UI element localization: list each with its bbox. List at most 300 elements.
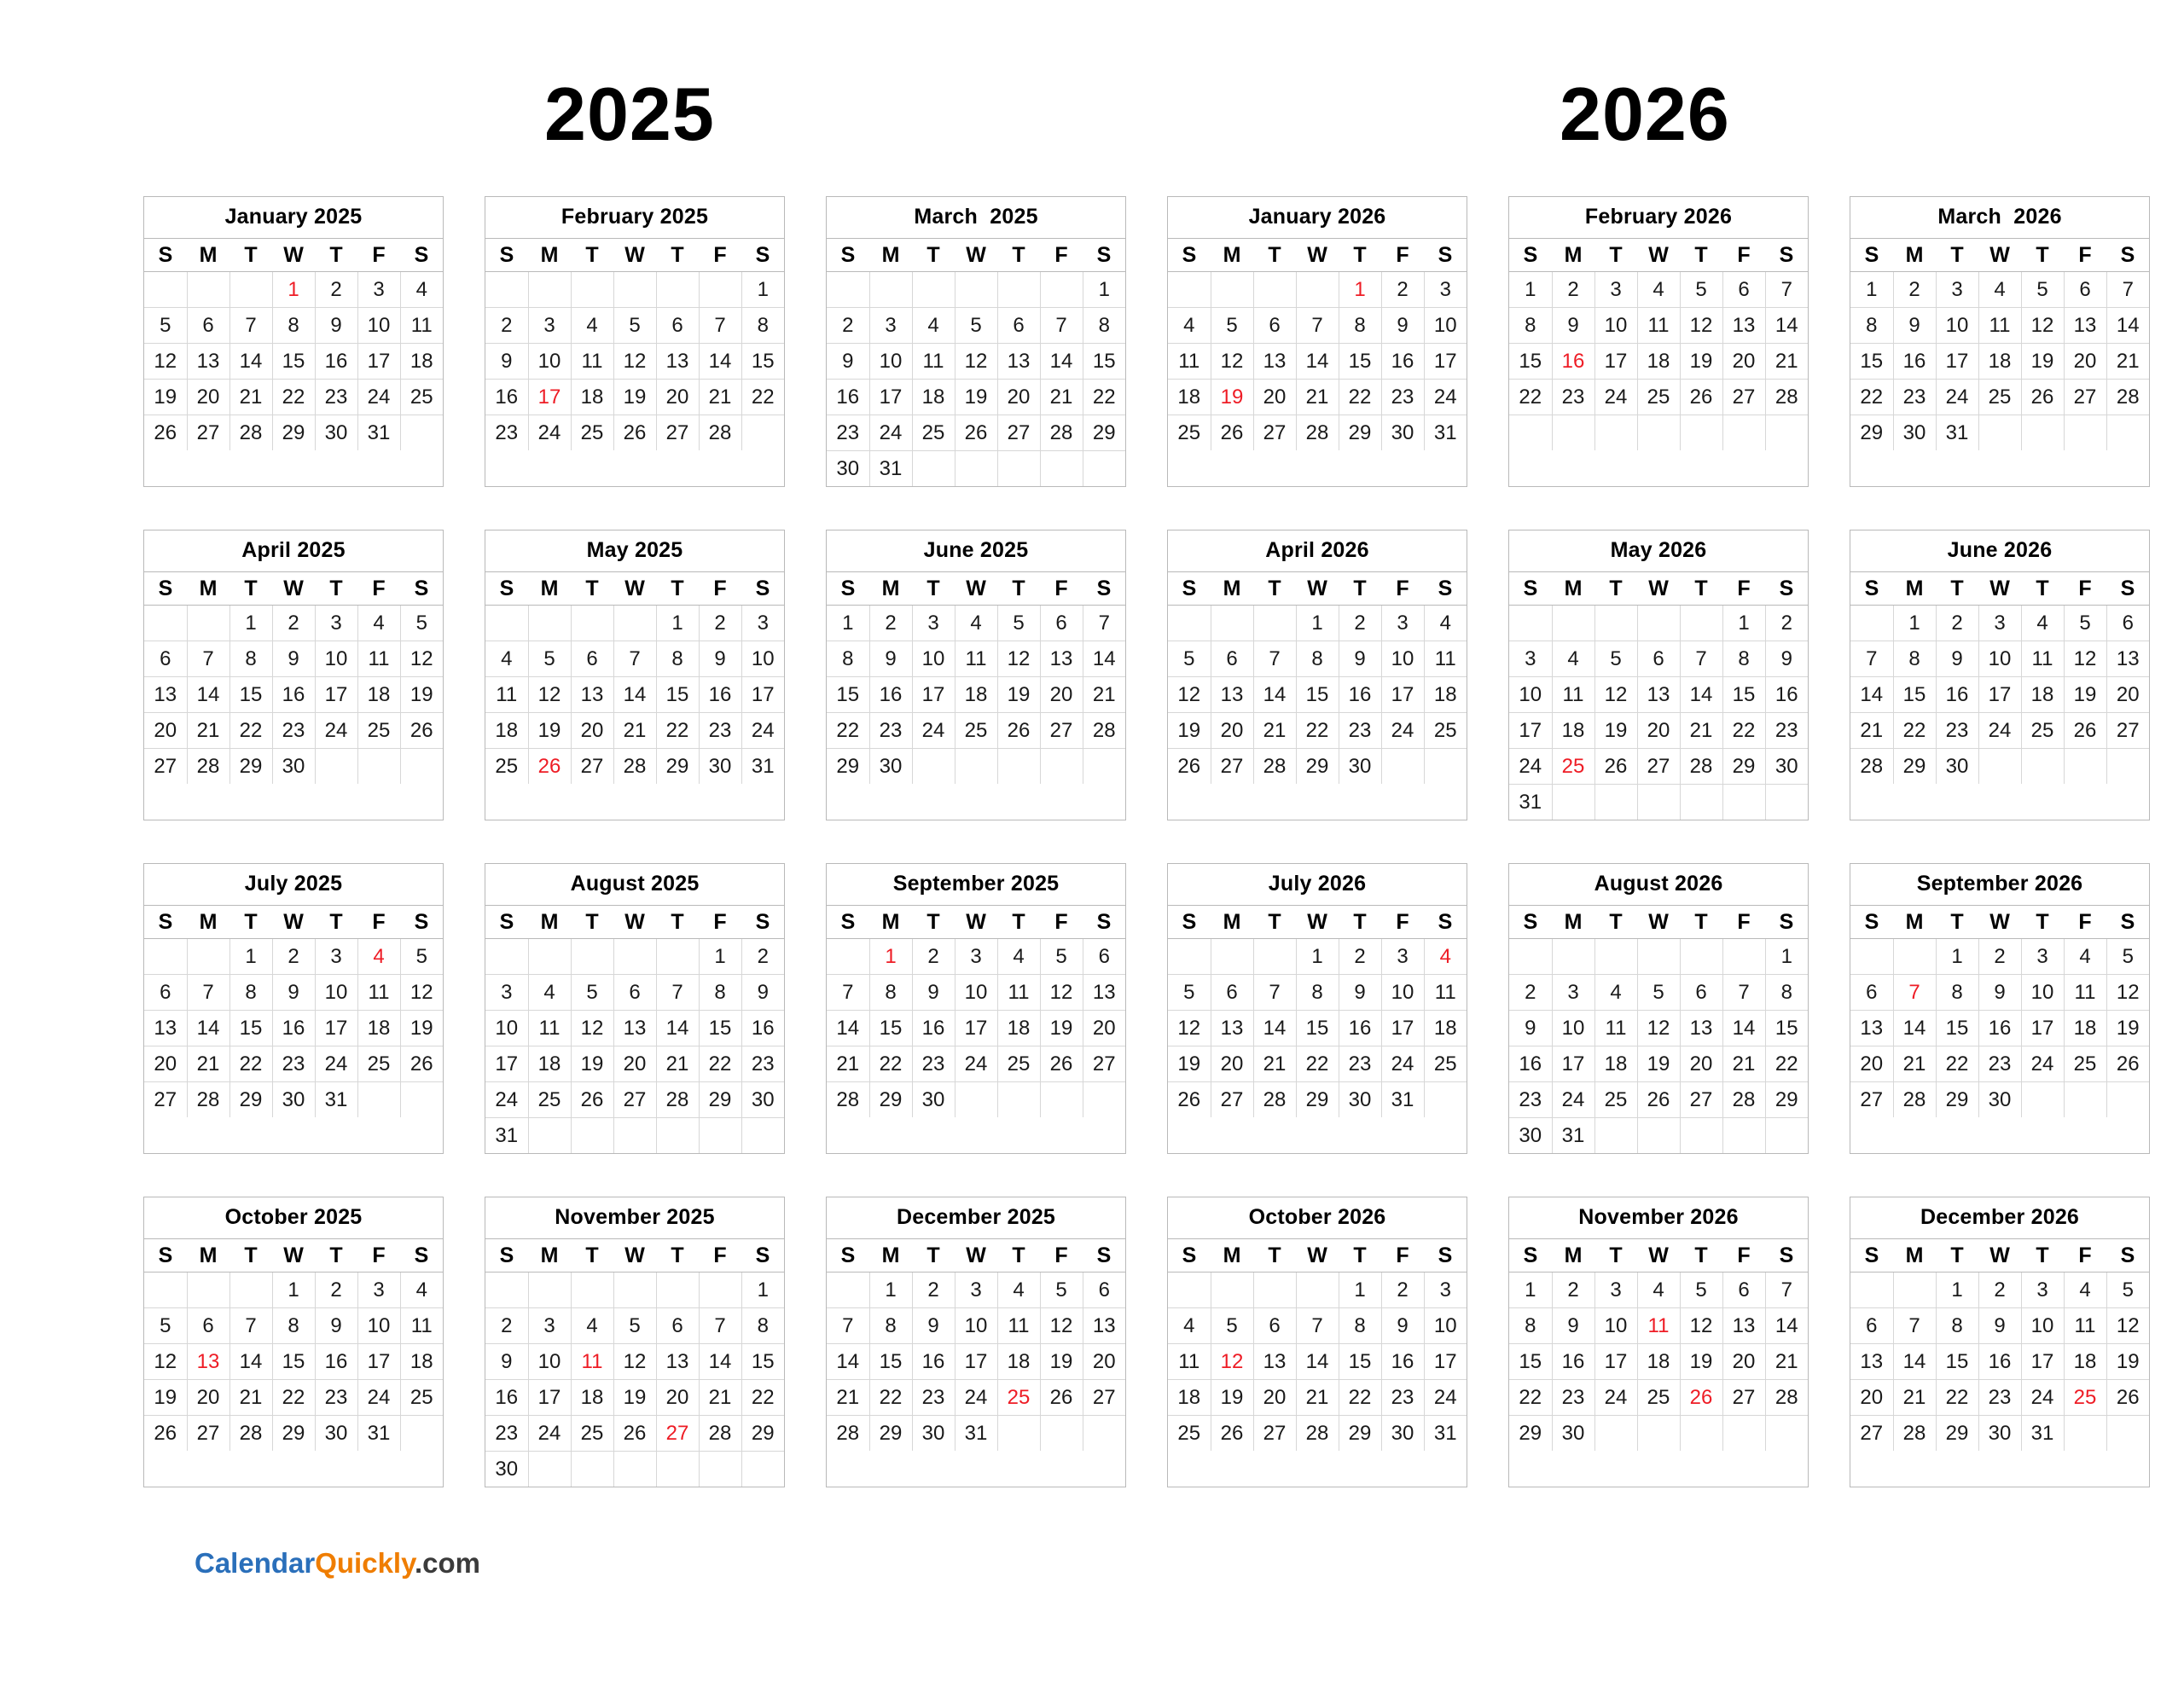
day-cell[interactable]: 5 xyxy=(571,975,613,1011)
day-cell[interactable]: 4 xyxy=(1168,308,1211,344)
day-cell[interactable]: 5 xyxy=(400,606,443,641)
day-cell[interactable]: 26 xyxy=(1680,380,1722,415)
day-cell[interactable]: 8 xyxy=(741,308,784,344)
day-cell[interactable]: 23 xyxy=(869,713,912,749)
day-cell[interactable]: 30 xyxy=(272,1082,315,1118)
day-cell[interactable]: 4 xyxy=(2064,1272,2106,1308)
day-cell[interactable]: 4 xyxy=(1978,272,2021,308)
day-cell[interactable]: 10 xyxy=(315,975,357,1011)
day-cell[interactable]: 19 xyxy=(613,1380,656,1416)
day-cell[interactable]: 2 xyxy=(869,606,912,641)
day-cell[interactable]: 10 xyxy=(1978,641,2021,677)
day-cell[interactable]: 20 xyxy=(1253,1380,1296,1416)
day-cell[interactable]: 14 xyxy=(187,1011,229,1046)
day-cell[interactable]: 29 xyxy=(827,749,869,785)
day-cell[interactable]: 27 xyxy=(1637,749,1680,785)
day-cell[interactable]: 14 xyxy=(827,1011,869,1046)
day-cell[interactable]: 23 xyxy=(741,1046,784,1082)
day-cell[interactable]: 3 xyxy=(528,1308,571,1344)
day-cell[interactable]: 5 xyxy=(1168,975,1211,1011)
day-cell[interactable]: 18 xyxy=(528,1046,571,1082)
day-cell[interactable]: 24 xyxy=(1594,380,1637,415)
day-cell[interactable]: 21 xyxy=(827,1380,869,1416)
day-cell-holiday[interactable]: 1 xyxy=(1339,272,1381,308)
day-cell[interactable]: 25 xyxy=(485,749,528,785)
day-cell[interactable]: 15 xyxy=(869,1011,912,1046)
day-cell[interactable]: 22 xyxy=(1083,380,1125,415)
day-cell[interactable]: 31 xyxy=(485,1118,528,1154)
day-cell[interactable]: 2 xyxy=(1893,272,1936,308)
day-cell[interactable]: 28 xyxy=(699,1416,741,1452)
day-cell[interactable]: 27 xyxy=(1253,415,1296,451)
day-cell[interactable]: 24 xyxy=(528,415,571,451)
day-cell[interactable]: 9 xyxy=(272,641,315,677)
day-cell[interactable]: 5 xyxy=(1040,939,1083,975)
day-cell[interactable]: 31 xyxy=(1552,1118,1594,1154)
day-cell[interactable]: 26 xyxy=(144,1416,187,1452)
day-cell[interactable]: 18 xyxy=(571,380,613,415)
day-cell[interactable]: 21 xyxy=(1893,1380,1936,1416)
day-cell[interactable]: 27 xyxy=(1083,1046,1125,1082)
day-cell[interactable]: 15 xyxy=(229,1011,272,1046)
day-cell[interactable]: 3 xyxy=(1381,606,1424,641)
day-cell[interactable]: 16 xyxy=(1339,1011,1381,1046)
day-cell[interactable]: 3 xyxy=(315,606,357,641)
day-cell[interactable]: 18 xyxy=(571,1380,613,1416)
day-cell[interactable]: 1 xyxy=(656,606,699,641)
day-cell[interactable]: 14 xyxy=(656,1011,699,1046)
day-cell[interactable]: 14 xyxy=(1680,677,1722,713)
day-cell[interactable]: 16 xyxy=(1936,677,1978,713)
day-cell[interactable]: 17 xyxy=(1381,1011,1424,1046)
day-cell[interactable]: 8 xyxy=(272,1308,315,1344)
day-cell[interactable]: 20 xyxy=(1083,1344,1125,1380)
day-cell[interactable]: 2 xyxy=(1936,606,1978,641)
day-cell[interactable]: 10 xyxy=(528,344,571,380)
day-cell[interactable]: 16 xyxy=(272,1011,315,1046)
day-cell[interactable]: 2 xyxy=(485,308,528,344)
day-cell[interactable]: 26 xyxy=(613,1416,656,1452)
day-cell[interactable]: 24 xyxy=(741,713,784,749)
day-cell[interactable]: 10 xyxy=(955,1308,997,1344)
day-cell[interactable]: 1 xyxy=(229,939,272,975)
day-cell[interactable]: 7 xyxy=(1040,308,1083,344)
day-cell[interactable]: 12 xyxy=(528,677,571,713)
day-cell[interactable]: 31 xyxy=(357,415,400,451)
day-cell[interactable]: 10 xyxy=(1509,677,1552,713)
day-cell[interactable]: 11 xyxy=(400,1308,443,1344)
day-cell[interactable]: 31 xyxy=(357,1416,400,1452)
day-cell[interactable]: 19 xyxy=(1168,713,1211,749)
day-cell[interactable]: 13 xyxy=(2106,641,2149,677)
day-cell[interactable]: 22 xyxy=(229,713,272,749)
day-cell[interactable]: 1 xyxy=(827,606,869,641)
day-cell[interactable]: 11 xyxy=(2021,641,2064,677)
day-cell[interactable]: 7 xyxy=(656,975,699,1011)
day-cell[interactable]: 6 xyxy=(144,975,187,1011)
day-cell[interactable]: 19 xyxy=(400,677,443,713)
day-cell[interactable]: 5 xyxy=(2106,939,2149,975)
day-cell[interactable]: 15 xyxy=(1339,344,1381,380)
day-cell[interactable]: 30 xyxy=(912,1416,955,1452)
day-cell[interactable]: 3 xyxy=(357,1272,400,1308)
day-cell[interactable]: 3 xyxy=(955,939,997,975)
day-cell[interactable]: 29 xyxy=(1936,1416,1978,1452)
day-cell[interactable]: 7 xyxy=(187,975,229,1011)
day-cell[interactable]: 19 xyxy=(613,380,656,415)
day-cell[interactable]: 7 xyxy=(1680,641,1722,677)
day-cell[interactable]: 18 xyxy=(1424,1011,1467,1046)
day-cell[interactable]: 1 xyxy=(741,1272,784,1308)
day-cell-holiday[interactable]: 26 xyxy=(1680,1380,1722,1416)
day-cell[interactable]: 17 xyxy=(1594,344,1637,380)
day-cell[interactable]: 29 xyxy=(699,1082,741,1118)
day-cell[interactable]: 17 xyxy=(2021,1344,2064,1380)
day-cell[interactable]: 30 xyxy=(699,749,741,785)
day-cell[interactable]: 3 xyxy=(1978,606,2021,641)
day-cell[interactable]: 28 xyxy=(1765,1380,1808,1416)
day-cell[interactable]: 21 xyxy=(613,713,656,749)
day-cell[interactable]: 18 xyxy=(2021,677,2064,713)
day-cell[interactable]: 26 xyxy=(2106,1046,2149,1082)
day-cell[interactable]: 2 xyxy=(1381,1272,1424,1308)
day-cell[interactable]: 20 xyxy=(1850,1380,1893,1416)
day-cell[interactable]: 4 xyxy=(1637,1272,1680,1308)
day-cell[interactable]: 14 xyxy=(1893,1344,1936,1380)
day-cell[interactable]: 3 xyxy=(357,272,400,308)
day-cell[interactable]: 18 xyxy=(955,677,997,713)
day-cell[interactable]: 6 xyxy=(1253,308,1296,344)
day-cell[interactable]: 3 xyxy=(1552,975,1594,1011)
day-cell[interactable]: 12 xyxy=(1211,344,1253,380)
day-cell[interactable]: 16 xyxy=(912,1344,955,1380)
day-cell[interactable]: 14 xyxy=(1296,344,1339,380)
day-cell[interactable]: 14 xyxy=(1893,1011,1936,1046)
day-cell[interactable]: 28 xyxy=(827,1416,869,1452)
day-cell[interactable]: 26 xyxy=(1040,1046,1083,1082)
day-cell[interactable]: 18 xyxy=(997,1011,1040,1046)
day-cell[interactable]: 10 xyxy=(315,641,357,677)
day-cell[interactable]: 24 xyxy=(485,1082,528,1118)
day-cell[interactable]: 25 xyxy=(2064,1046,2106,1082)
day-cell[interactable]: 3 xyxy=(1509,641,1552,677)
day-cell[interactable]: 22 xyxy=(1765,1046,1808,1082)
day-cell[interactable]: 13 xyxy=(1211,677,1253,713)
day-cell[interactable]: 3 xyxy=(485,975,528,1011)
day-cell[interactable]: 11 xyxy=(2064,1308,2106,1344)
day-cell[interactable]: 30 xyxy=(741,1082,784,1118)
day-cell[interactable]: 8 xyxy=(1936,975,1978,1011)
day-cell[interactable]: 26 xyxy=(144,415,187,451)
day-cell[interactable]: 26 xyxy=(2064,713,2106,749)
day-cell[interactable]: 13 xyxy=(1253,1344,1296,1380)
day-cell[interactable]: 17 xyxy=(741,677,784,713)
day-cell[interactable]: 22 xyxy=(1339,380,1381,415)
day-cell[interactable]: 20 xyxy=(1722,1344,1765,1380)
day-cell-holiday[interactable]: 4 xyxy=(357,939,400,975)
day-cell[interactable]: 23 xyxy=(272,713,315,749)
day-cell[interactable]: 20 xyxy=(1722,344,1765,380)
day-cell[interactable]: 22 xyxy=(1893,713,1936,749)
day-cell[interactable]: 21 xyxy=(1253,713,1296,749)
day-cell[interactable]: 18 xyxy=(1637,344,1680,380)
day-cell[interactable]: 20 xyxy=(1253,380,1296,415)
day-cell[interactable]: 8 xyxy=(827,641,869,677)
day-cell[interactable]: 6 xyxy=(144,641,187,677)
day-cell[interactable]: 24 xyxy=(528,1416,571,1452)
day-cell[interactable]: 4 xyxy=(912,308,955,344)
day-cell[interactable]: 25 xyxy=(571,1416,613,1452)
day-cell[interactable]: 29 xyxy=(869,1082,912,1118)
day-cell-holiday[interactable]: 25 xyxy=(2064,1380,2106,1416)
day-cell[interactable]: 8 xyxy=(1296,975,1339,1011)
day-cell[interactable]: 28 xyxy=(187,749,229,785)
day-cell[interactable]: 21 xyxy=(1040,380,1083,415)
day-cell[interactable]: 2 xyxy=(1552,1272,1594,1308)
day-cell[interactable]: 4 xyxy=(357,606,400,641)
day-cell[interactable]: 9 xyxy=(1978,1308,2021,1344)
day-cell[interactable]: 20 xyxy=(2064,344,2106,380)
day-cell[interactable]: 10 xyxy=(1424,308,1467,344)
day-cell[interactable]: 21 xyxy=(1083,677,1125,713)
day-cell[interactable]: 7 xyxy=(1083,606,1125,641)
day-cell[interactable]: 7 xyxy=(1296,1308,1339,1344)
day-cell[interactable]: 2 xyxy=(1509,975,1552,1011)
day-cell[interactable]: 8 xyxy=(869,1308,912,1344)
day-cell[interactable]: 30 xyxy=(1893,415,1936,451)
day-cell-holiday[interactable]: 12 xyxy=(1211,1344,1253,1380)
day-cell[interactable]: 30 xyxy=(1978,1416,2021,1452)
day-cell[interactable]: 25 xyxy=(1594,1082,1637,1118)
day-cell[interactable]: 29 xyxy=(1296,1082,1339,1118)
day-cell[interactable]: 8 xyxy=(1936,1308,1978,1344)
day-cell[interactable]: 17 xyxy=(1936,344,1978,380)
day-cell[interactable]: 16 xyxy=(1339,677,1381,713)
day-cell[interactable]: 14 xyxy=(1722,1011,1765,1046)
day-cell[interactable]: 14 xyxy=(229,1344,272,1380)
day-cell[interactable]: 19 xyxy=(1040,1011,1083,1046)
day-cell[interactable]: 3 xyxy=(1381,939,1424,975)
day-cell[interactable]: 5 xyxy=(1637,975,1680,1011)
day-cell[interactable]: 29 xyxy=(1339,415,1381,451)
day-cell[interactable]: 22 xyxy=(1509,1380,1552,1416)
day-cell[interactable]: 5 xyxy=(144,308,187,344)
day-cell[interactable]: 21 xyxy=(1765,1344,1808,1380)
day-cell[interactable]: 2 xyxy=(1381,272,1424,308)
day-cell[interactable]: 24 xyxy=(869,415,912,451)
day-cell[interactable]: 16 xyxy=(827,380,869,415)
day-cell[interactable]: 2 xyxy=(1978,1272,2021,1308)
day-cell[interactable]: 14 xyxy=(613,677,656,713)
day-cell[interactable]: 24 xyxy=(955,1046,997,1082)
day-cell[interactable]: 10 xyxy=(528,1344,571,1380)
day-cell[interactable]: 25 xyxy=(400,380,443,415)
day-cell[interactable]: 16 xyxy=(741,1011,784,1046)
day-cell[interactable]: 30 xyxy=(1381,415,1424,451)
day-cell[interactable]: 29 xyxy=(1722,749,1765,785)
day-cell[interactable]: 7 xyxy=(827,975,869,1011)
day-cell[interactable]: 4 xyxy=(1424,606,1467,641)
day-cell[interactable]: 15 xyxy=(1296,677,1339,713)
day-cell[interactable]: 21 xyxy=(1765,344,1808,380)
day-cell[interactable]: 18 xyxy=(485,713,528,749)
day-cell[interactable]: 22 xyxy=(869,1380,912,1416)
day-cell[interactable]: 30 xyxy=(1978,1082,2021,1118)
day-cell[interactable]: 12 xyxy=(2106,1308,2149,1344)
day-cell[interactable]: 1 xyxy=(1893,606,1936,641)
day-cell[interactable]: 27 xyxy=(187,415,229,451)
day-cell[interactable]: 2 xyxy=(485,1308,528,1344)
day-cell[interactable]: 11 xyxy=(1424,975,1467,1011)
day-cell[interactable]: 28 xyxy=(229,1416,272,1452)
day-cell[interactable]: 15 xyxy=(699,1011,741,1046)
day-cell[interactable]: 18 xyxy=(357,677,400,713)
day-cell[interactable]: 29 xyxy=(741,1416,784,1452)
day-cell[interactable]: 2 xyxy=(827,308,869,344)
day-cell[interactable]: 11 xyxy=(1424,641,1467,677)
day-cell[interactable]: 25 xyxy=(1168,415,1211,451)
day-cell[interactable]: 19 xyxy=(2021,344,2064,380)
day-cell[interactable]: 13 xyxy=(144,677,187,713)
day-cell[interactable]: 9 xyxy=(741,975,784,1011)
day-cell[interactable]: 13 xyxy=(1253,344,1296,380)
day-cell[interactable]: 19 xyxy=(1680,1344,1722,1380)
day-cell[interactable]: 6 xyxy=(1083,1272,1125,1308)
day-cell[interactable]: 26 xyxy=(613,415,656,451)
day-cell[interactable]: 2 xyxy=(1339,606,1381,641)
day-cell[interactable]: 28 xyxy=(1765,380,1808,415)
day-cell[interactable]: 1 xyxy=(1083,272,1125,308)
day-cell[interactable]: 23 xyxy=(485,1416,528,1452)
day-cell[interactable]: 3 xyxy=(1424,272,1467,308)
day-cell[interactable]: 12 xyxy=(400,975,443,1011)
day-cell[interactable]: 17 xyxy=(1424,344,1467,380)
day-cell-holiday[interactable]: 13 xyxy=(187,1344,229,1380)
day-cell[interactable]: 4 xyxy=(1168,1308,1211,1344)
day-cell[interactable]: 29 xyxy=(1339,1416,1381,1452)
day-cell[interactable]: 20 xyxy=(1850,1046,1893,1082)
day-cell[interactable]: 9 xyxy=(1381,1308,1424,1344)
day-cell[interactable]: 13 xyxy=(571,677,613,713)
day-cell[interactable]: 7 xyxy=(1722,975,1765,1011)
day-cell[interactable]: 10 xyxy=(2021,975,2064,1011)
day-cell[interactable]: 26 xyxy=(1637,1082,1680,1118)
day-cell-holiday[interactable]: 16 xyxy=(1552,344,1594,380)
day-cell[interactable]: 4 xyxy=(2064,939,2106,975)
day-cell[interactable]: 5 xyxy=(1211,1308,1253,1344)
day-cell[interactable]: 16 xyxy=(912,1011,955,1046)
day-cell[interactable]: 4 xyxy=(1594,975,1637,1011)
day-cell[interactable]: 28 xyxy=(1893,1082,1936,1118)
day-cell[interactable]: 7 xyxy=(1253,975,1296,1011)
day-cell[interactable]: 16 xyxy=(1381,344,1424,380)
day-cell[interactable]: 5 xyxy=(1168,641,1211,677)
day-cell[interactable]: 13 xyxy=(1211,1011,1253,1046)
day-cell[interactable]: 26 xyxy=(1211,415,1253,451)
day-cell[interactable]: 14 xyxy=(827,1344,869,1380)
day-cell[interactable]: 14 xyxy=(699,344,741,380)
day-cell[interactable]: 29 xyxy=(272,1416,315,1452)
day-cell[interactable]: 15 xyxy=(656,677,699,713)
day-cell[interactable]: 6 xyxy=(1637,641,1680,677)
day-cell[interactable]: 10 xyxy=(955,975,997,1011)
day-cell[interactable]: 10 xyxy=(1594,1308,1637,1344)
day-cell-holiday[interactable]: 4 xyxy=(1424,939,1467,975)
day-cell[interactable]: 9 xyxy=(869,641,912,677)
day-cell[interactable]: 19 xyxy=(1211,1380,1253,1416)
day-cell[interactable]: 23 xyxy=(315,1380,357,1416)
day-cell[interactable]: 1 xyxy=(1936,1272,1978,1308)
day-cell[interactable]: 30 xyxy=(1936,749,1978,785)
day-cell[interactable]: 23 xyxy=(485,415,528,451)
day-cell[interactable]: 7 xyxy=(613,641,656,677)
day-cell[interactable]: 6 xyxy=(2064,272,2106,308)
day-cell[interactable]: 8 xyxy=(1339,1308,1381,1344)
day-cell[interactable]: 28 xyxy=(613,749,656,785)
day-cell[interactable]: 1 xyxy=(229,606,272,641)
day-cell[interactable]: 4 xyxy=(485,641,528,677)
day-cell[interactable]: 25 xyxy=(912,415,955,451)
day-cell[interactable]: 21 xyxy=(1253,1046,1296,1082)
day-cell[interactable]: 19 xyxy=(1594,713,1637,749)
day-cell[interactable]: 11 xyxy=(571,344,613,380)
day-cell[interactable]: 21 xyxy=(1893,1046,1936,1082)
day-cell[interactable]: 12 xyxy=(2021,308,2064,344)
day-cell[interactable]: 28 xyxy=(1296,415,1339,451)
day-cell[interactable]: 28 xyxy=(1893,1416,1936,1452)
day-cell[interactable]: 30 xyxy=(1509,1118,1552,1154)
day-cell[interactable]: 25 xyxy=(400,1380,443,1416)
day-cell[interactable]: 8 xyxy=(1509,1308,1552,1344)
day-cell[interactable]: 22 xyxy=(699,1046,741,1082)
day-cell[interactable]: 17 xyxy=(357,1344,400,1380)
day-cell[interactable]: 26 xyxy=(400,1046,443,1082)
day-cell[interactable]: 18 xyxy=(1978,344,2021,380)
day-cell[interactable]: 23 xyxy=(827,415,869,451)
day-cell[interactable]: 15 xyxy=(1893,677,1936,713)
day-cell[interactable]: 23 xyxy=(1552,380,1594,415)
day-cell[interactable]: 1 xyxy=(1339,1272,1381,1308)
day-cell[interactable]: 8 xyxy=(869,975,912,1011)
day-cell[interactable]: 26 xyxy=(2021,380,2064,415)
day-cell[interactable]: 3 xyxy=(1594,272,1637,308)
day-cell[interactable]: 7 xyxy=(1765,1272,1808,1308)
day-cell[interactable]: 20 xyxy=(1083,1011,1125,1046)
day-cell[interactable]: 13 xyxy=(1040,641,1083,677)
day-cell[interactable]: 18 xyxy=(1594,1046,1637,1082)
day-cell[interactable]: 2 xyxy=(272,939,315,975)
day-cell[interactable]: 15 xyxy=(1509,344,1552,380)
day-cell[interactable]: 4 xyxy=(571,1308,613,1344)
day-cell[interactable]: 30 xyxy=(485,1452,528,1487)
day-cell[interactable]: 20 xyxy=(1211,713,1253,749)
day-cell[interactable]: 20 xyxy=(997,380,1040,415)
day-cell[interactable]: 20 xyxy=(144,713,187,749)
day-cell[interactable]: 14 xyxy=(229,344,272,380)
day-cell[interactable]: 8 xyxy=(1765,975,1808,1011)
day-cell[interactable]: 1 xyxy=(1509,1272,1552,1308)
day-cell[interactable]: 27 xyxy=(2106,713,2149,749)
day-cell[interactable]: 13 xyxy=(656,1344,699,1380)
day-cell[interactable]: 2 xyxy=(912,1272,955,1308)
day-cell[interactable]: 19 xyxy=(1168,1046,1211,1082)
day-cell[interactable]: 15 xyxy=(1936,1344,1978,1380)
day-cell[interactable]: 15 xyxy=(827,677,869,713)
day-cell[interactable]: 4 xyxy=(955,606,997,641)
day-cell[interactable]: 15 xyxy=(1765,1011,1808,1046)
day-cell[interactable]: 20 xyxy=(144,1046,187,1082)
day-cell[interactable]: 29 xyxy=(229,1082,272,1118)
